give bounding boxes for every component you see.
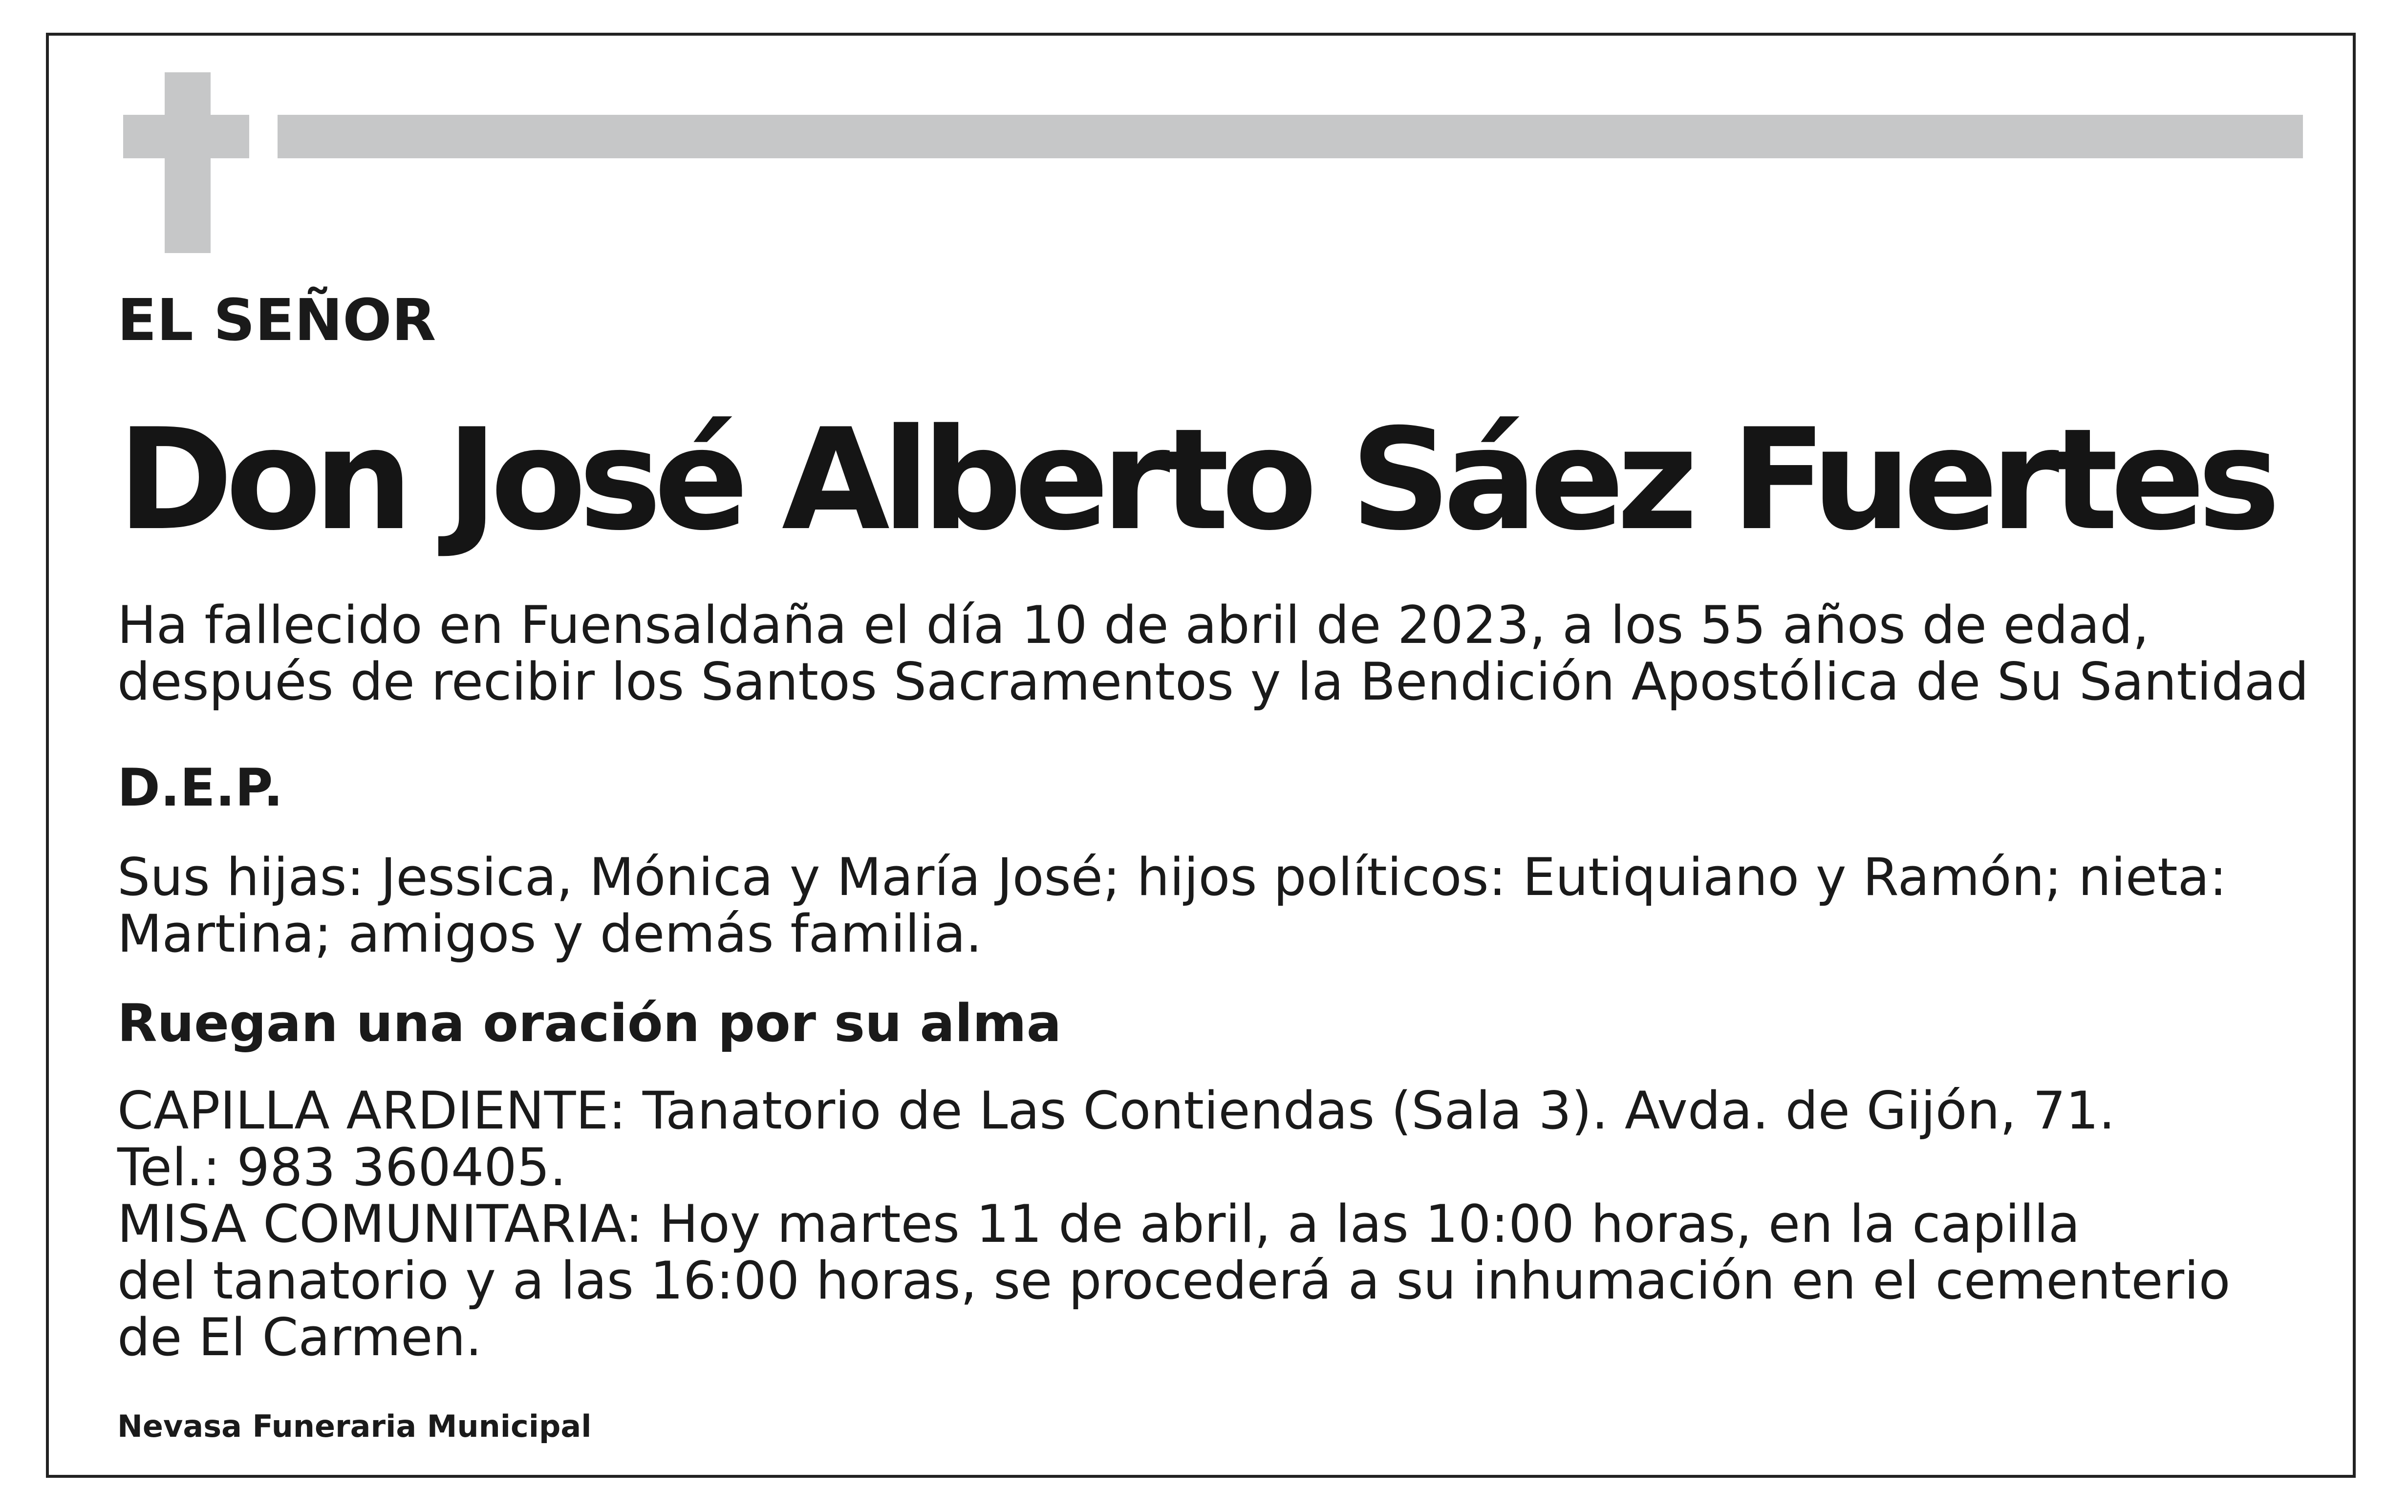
ceremony-line: de El Carmen. <box>117 1307 482 1367</box>
family-line: Martina; amigos y demás familia. <box>117 904 982 964</box>
deceased-name: Don José Alberto Sáez Fuertes <box>117 399 2273 561</box>
prayer-request: Ruegan una oración por su alma <box>117 993 1062 1053</box>
ceremony-line: Tel.: 983 360405. <box>117 1137 566 1197</box>
funeral-home: Nevasa Funeraria Municipal <box>117 1408 592 1444</box>
cross-icon <box>165 72 211 253</box>
honorific: EL SEÑOR <box>117 286 436 354</box>
header-rule <box>278 115 2303 158</box>
ceremony-line: del tanatorio y a las 16:00 horas, se procederá a su inhumación en el cementerio <box>117 1251 2231 1311</box>
cross-icon-crossbar <box>123 115 249 158</box>
death-info-line: después de recibir los Santos Sacramentos y la Bendición Apostólica de Su Santidad <box>117 652 2309 712</box>
rip-label: D.E.P. <box>117 758 283 818</box>
ceremony-line: CAPILLA ARDIENTE: Tanatorio de Las Contiendas (Sala 3). Avda. de Gijón, 71. <box>117 1081 2115 1141</box>
death-info-line: Ha fallecido en Fuensaldaña el día 10 de abril de 2023, a los 55 años de edad, <box>117 595 2150 655</box>
ceremony-line: MISA COMUNITARIA: Hoy martes 11 de abril, a las 10:00 horas, en la capilla <box>117 1194 2080 1254</box>
family-line: Sus hijas: Jessica, Mónica y María José; hijos políticos: Eutiquiano y Ramón; nieta: <box>117 847 2227 907</box>
